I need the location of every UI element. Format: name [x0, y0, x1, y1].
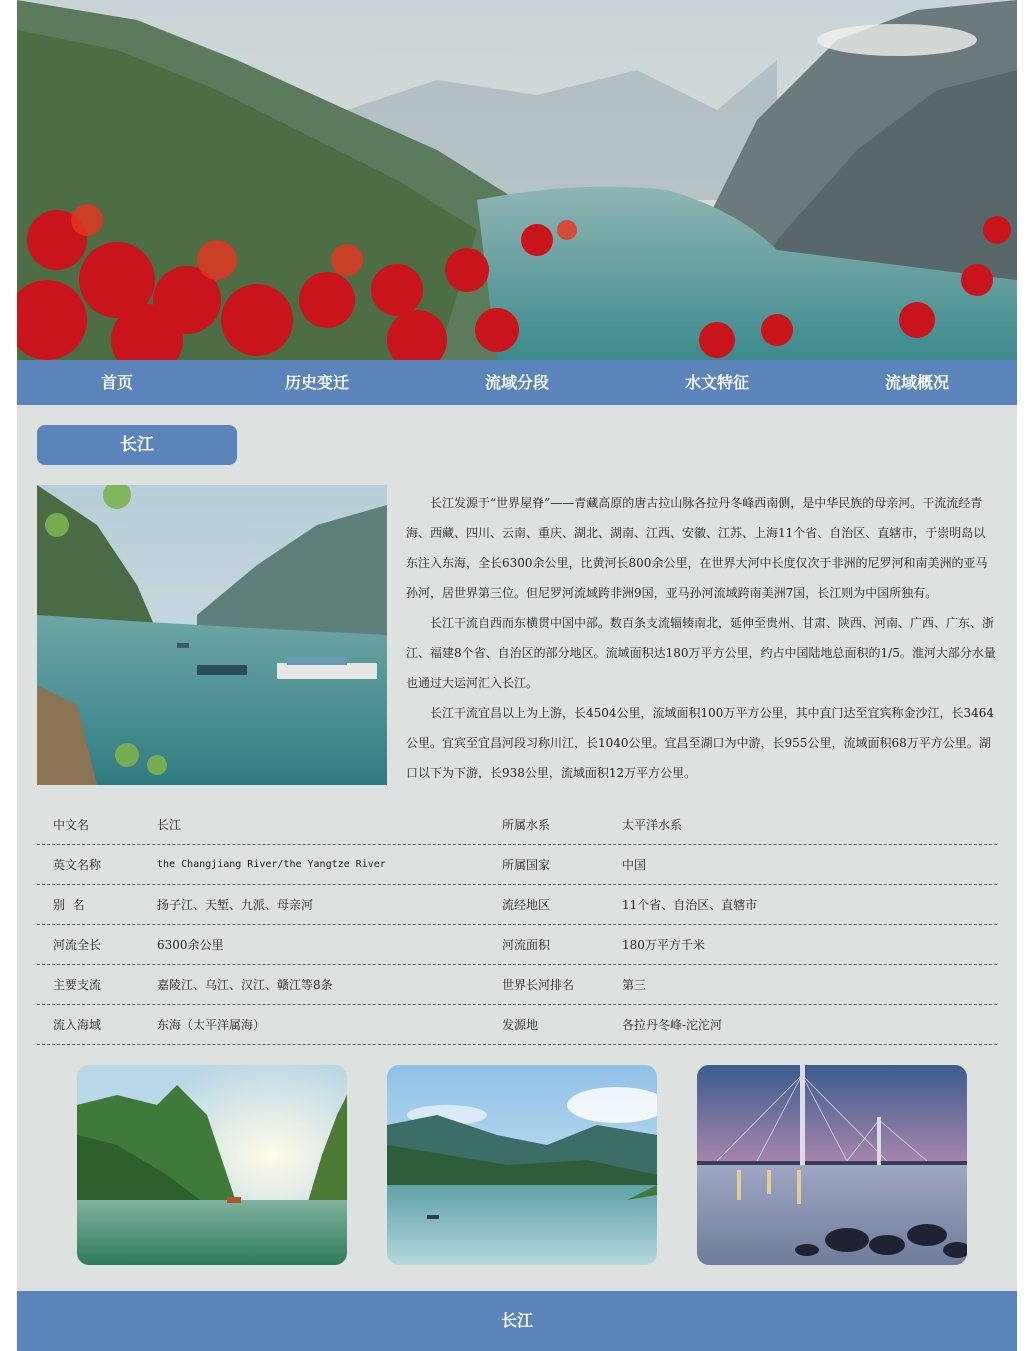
gallery-photo-bridge[interactable] — [697, 1065, 967, 1265]
main-nav — [17, 360, 1017, 405]
nav-item-overview[interactable]: 流域概况 — [884, 373, 949, 392]
info-value: 180万平方千米 — [622, 938, 705, 952]
info-value: 各拉丹冬峰-沱沱河 — [622, 1018, 723, 1032]
info-value: 扬子江、天堑、九派、母亲河 — [157, 898, 314, 912]
info-key: 别 名 — [53, 898, 85, 912]
info-row — [37, 965, 997, 1005]
info-value: 中国 — [622, 858, 647, 872]
nav-item-home[interactable]: 首页 — [100, 373, 133, 392]
info-key: 河流全长 — [53, 938, 102, 952]
photo-gallery — [77, 1065, 967, 1265]
info-key: 英文名称 — [53, 858, 102, 872]
page — [17, 0, 1017, 1351]
nav-item-history[interactable]: 历史变迁 — [284, 373, 349, 392]
info-row — [37, 885, 997, 925]
info-value: 长江 — [157, 818, 182, 832]
info-row — [37, 1005, 997, 1045]
info-value: the Changjiang River/the Yangtze River — [157, 859, 386, 870]
info-key: 所属国家 — [502, 858, 551, 872]
info-table — [37, 805, 997, 1045]
nav-item-hydrology[interactable]: 水文特征 — [684, 373, 749, 392]
info-row — [37, 805, 997, 845]
info-value: 太平洋水系 — [622, 818, 683, 832]
info-key: 河流面积 — [502, 938, 551, 952]
intro-paragraph: 长江干流自西而东横贯中国中部。数百条支流辐辏南北，延伸至贵州、甘肃、陕西、河南、广西、广东、浙江、福建8个省、自治区的部分地区。流域面积达180万平方公里，约占中国陆地总面积的1/5。淮河大部分水量也通过大运河汇入长江。 — [406, 616, 996, 690]
info-value: 11个省、自治区、直辖市 — [622, 898, 758, 912]
section-title: 长江 — [37, 425, 237, 465]
info-key: 世界长河排名 — [502, 978, 575, 992]
footer: 长江 — [17, 1291, 1017, 1351]
intro-photo — [37, 485, 387, 785]
intro-paragraph: 长江发源于“世界屋脊”——青藏高原的唐古拉山脉各拉丹冬峰西南侧，是中华民族的母亲河。干流流经青海、西藏、四川、云南、重庆、湖北、湖南、江西、安徽、江苏、上海11个省、自治区、直辖市，于崇明岛以东注入东海，全长6300余公里，比黄河长800余公里，在世界大河中长度仅次于非洲的尼罗河和南美洲的亚马孙河，居世界第三位。但尼罗河流域跨非洲9国，亚马孙河流域跨南美洲7国，长江则为中国所独有。 — [406, 496, 988, 600]
nav-item-segments[interactable]: 流域分段 — [484, 373, 549, 392]
gallery-photo-river[interactable] — [387, 1065, 657, 1265]
info-key: 主要支流 — [53, 978, 102, 992]
info-value: 嘉陵江、乌江、汉江、赣江等8条 — [157, 978, 333, 992]
intro-paragraph: 长江干流宜昌以上为上游，长4504公里，流域面积100万平方公里，其中直门达至宜宾称金沙江，长3464公里。宜宾至宜昌河段习称川江，长1040公里。宜昌至湖口为中游，长955公里，流域面积68万平方公里。湖口以下为下游，长938公里，流域面积12万平方公里。 — [406, 706, 994, 780]
info-value: 6300余公里 — [157, 938, 224, 952]
info-key: 发源地 — [502, 1018, 539, 1032]
info-key: 所属水系 — [502, 818, 551, 832]
info-value: 东海（太平洋属海） — [157, 1018, 266, 1032]
info-key: 流入海域 — [53, 1018, 102, 1032]
info-key: 流经地区 — [502, 898, 551, 912]
banner-image — [17, 0, 1017, 360]
info-value: 第三 — [622, 978, 647, 992]
info-key: 中文名 — [53, 818, 90, 832]
info-row — [37, 925, 997, 965]
info-row — [37, 845, 997, 885]
intro-text — [406, 488, 996, 788]
gallery-photo-gorge[interactable] — [77, 1065, 347, 1265]
